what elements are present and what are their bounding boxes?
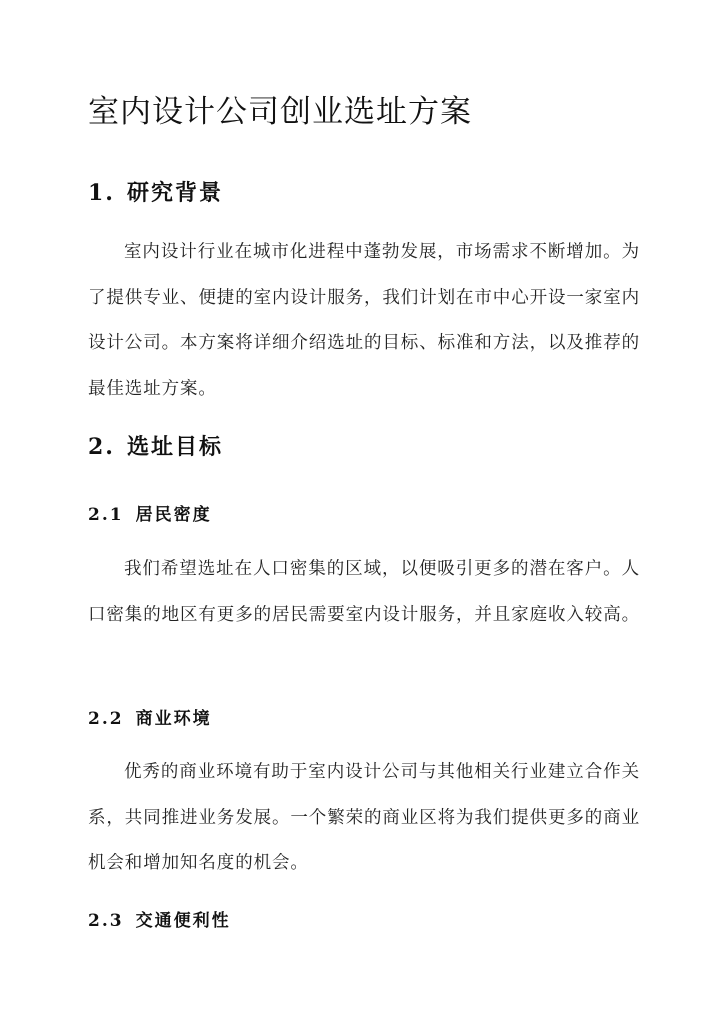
subsection-title: 商业环境 bbox=[135, 709, 212, 729]
subsection-number: 2.1 bbox=[88, 505, 124, 525]
page-title: 室内设计公司创业选址方案 bbox=[88, 94, 472, 130]
section-title: 选址目标 bbox=[126, 434, 223, 460]
subsection-heading-2-2 bbox=[88, 704, 212, 729]
subsection-heading-2-1 bbox=[88, 500, 212, 525]
section-title: 研究背景 bbox=[126, 180, 223, 206]
subsection-number: 2.2 bbox=[88, 709, 124, 729]
section-number: 1. bbox=[88, 180, 115, 206]
section-paragraph-1: 室内设计行业在城市化进程中蓬勃发展，市场需求不断增加。为了提供专业、便捷的室内设计服务，我们计划在市中心开设一家室内设计公司。本方案将详细介绍选址的目标、标准和方法，以及推荐的最佳选址方案。 bbox=[88, 242, 640, 399]
section-heading-1 bbox=[88, 176, 223, 207]
subsection-number: 2.3 bbox=[88, 911, 124, 931]
subsection-title: 居民密度 bbox=[135, 505, 212, 525]
subsection-title: 交通便利性 bbox=[135, 911, 231, 931]
subsection-paragraph-2-1: 我们希望选址在人口密集的区域，以便吸引更多的潜在客户。人口密集的地区有更多的居民需要室内设计服务，并且家庭收入较高。 bbox=[88, 559, 640, 625]
section-heading-2 bbox=[88, 430, 223, 461]
subsection-paragraph-2-2: 优秀的商业环境有助于室内设计公司与其他相关行业建立合作关系，共同推进业务发展。一个繁荣的商业区将为我们提供更多的商业机会和增加知名度的机会。 bbox=[88, 762, 640, 873]
subsection-heading-2-3 bbox=[88, 906, 231, 931]
section-number: 2. bbox=[88, 434, 115, 460]
